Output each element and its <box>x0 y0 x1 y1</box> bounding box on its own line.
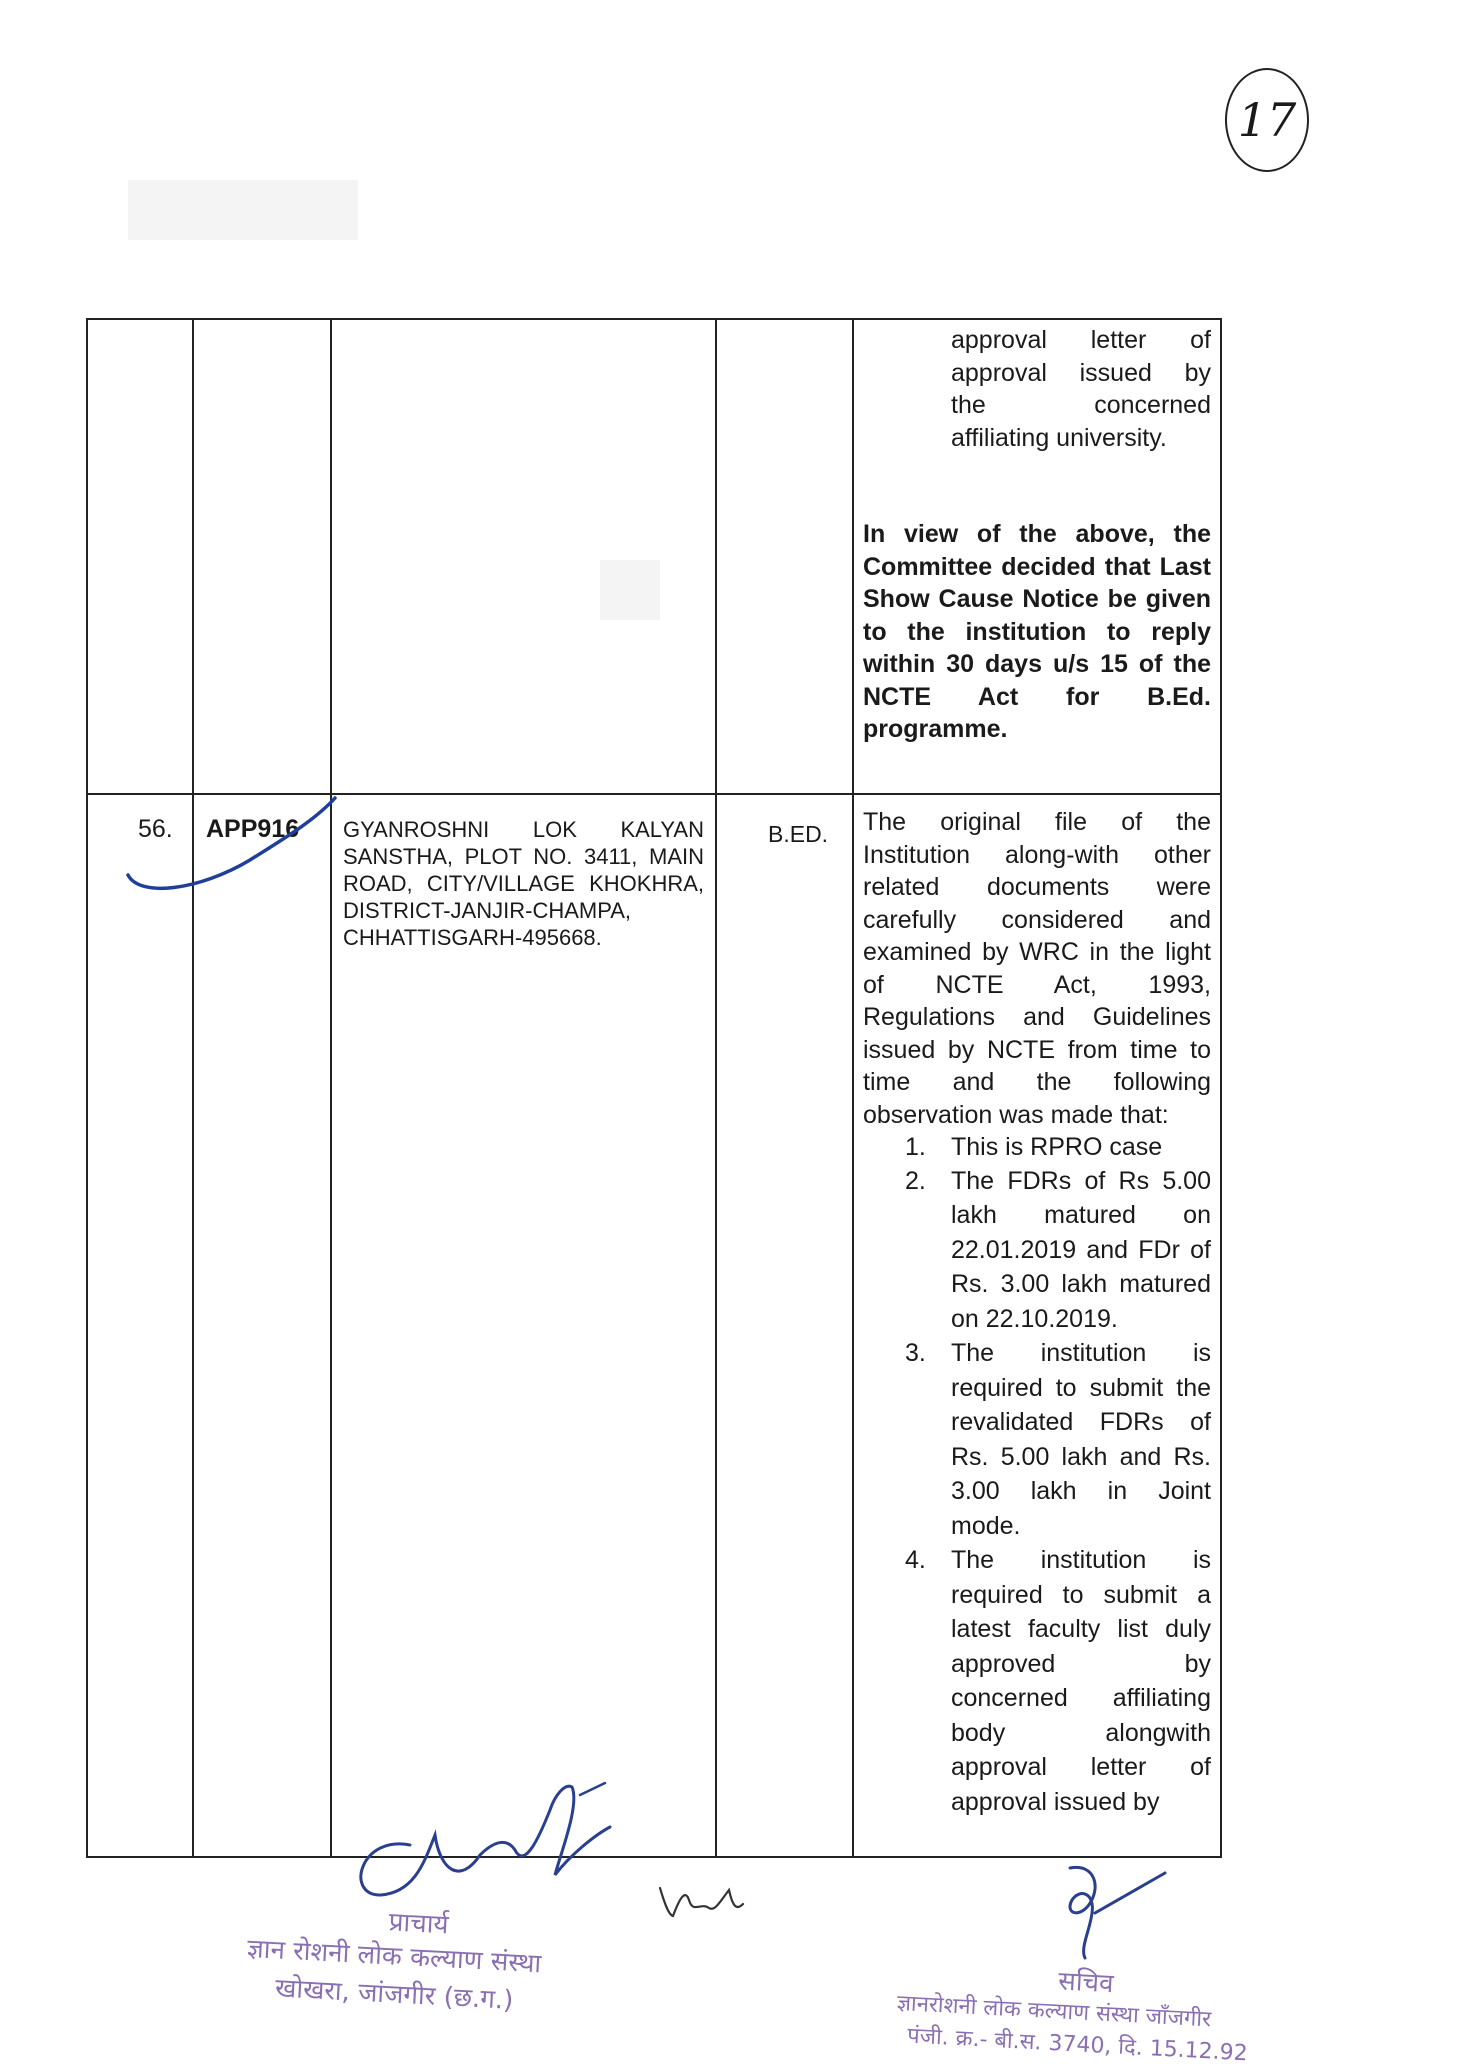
observation-number: 2. <box>905 1166 926 1195</box>
remark-line: approval issued by <box>951 358 1211 387</box>
stamp-line: ज्ञानरोशनी लोक कल्याण संस्था जाँजगीर <box>896 1990 1212 2033</box>
remark-line: the concerned <box>951 391 1211 419</box>
observation-text: The institution is required to submit a latest faculty list duly approved by concerned affiliating body alongwith approval letter of approval issued by <box>951 1546 1211 1816</box>
observation-item <box>863 1131 1211 1164</box>
continuation-remarks <box>951 324 1211 454</box>
principal-signature <box>340 1775 620 1925</box>
serial-number: 56. <box>138 815 173 843</box>
stamp-title: सचिव <box>1057 1966 1115 2000</box>
initials-signature <box>655 1880 745 1925</box>
bleed-through-mark <box>600 560 660 620</box>
observation-item <box>863 1164 1211 1337</box>
observation-number: 1. <box>905 1133 926 1161</box>
observation-intro: The original file of the Institution along-with other related documents were carefully considered and examined by WRC in the light of NCTE Act, 1993, Regulations and Guidelines issued by NCTE from time to time and the following observation was made that: <box>863 808 1211 1129</box>
check-mark-icon <box>110 780 340 910</box>
observation-text: The FDRs of Rs 5.00 lakh matured on 22.01.2019 and FDr of Rs. 3.00 lakh matured on 22.10.2019. <box>951 1166 1211 1333</box>
page-number: 17 <box>1237 93 1297 147</box>
stamp-line: ज्ञान रोशनी लोक कल्याण संस्था <box>246 1933 542 1980</box>
remark-line: affiliating university. <box>951 423 1167 452</box>
observation-number: 3. <box>905 1339 926 1367</box>
observation-item <box>863 1336 1211 1543</box>
observation-item <box>863 1543 1211 1819</box>
committee-decision: In view of the above, the Committee decided that Last Show Cause Notice be given to the institution to reply within 30 days u/s 15 of the NCTE Act for B.Ed. programme. <box>863 520 1211 743</box>
stamp-title: प्राचार्य <box>387 1907 450 1941</box>
observation-text: The institution is required to submit the revalidated FDRs of Rs. 5.00 lakh and Rs. 3.00 lakh in Joint mode. <box>951 1339 1211 1540</box>
observation-list <box>863 1131 1211 1819</box>
institution-address: GYANROSHNI LOK KALYAN SANSTHA, PLOT NO. 3411, MAIN ROAD, CITY/VILLAGE KHOKHRA, DISTRICT-JANJIR-CHAMPA, CHHATTISGARH-495668. <box>343 817 704 950</box>
remarks-cell <box>863 806 1211 1819</box>
page-number-circle <box>1225 68 1309 172</box>
remark-line: approval letter of <box>951 326 1211 354</box>
application-code: APP916 <box>206 815 300 843</box>
observation-number: 4. <box>905 1546 926 1574</box>
stamp-line: पंजी. क्र.- बी.स. 3740, दि. 15.12.92 <box>906 2023 1249 2067</box>
observation-text: This is RPRO case <box>951 1133 1163 1161</box>
bleed-through-mark <box>128 180 358 240</box>
course-name: B.ED. <box>768 821 829 847</box>
stamp-line: खोखरा, जांजगीर (छ.ग.) <box>274 1973 515 2016</box>
secretary-signature <box>1040 1858 1180 1968</box>
